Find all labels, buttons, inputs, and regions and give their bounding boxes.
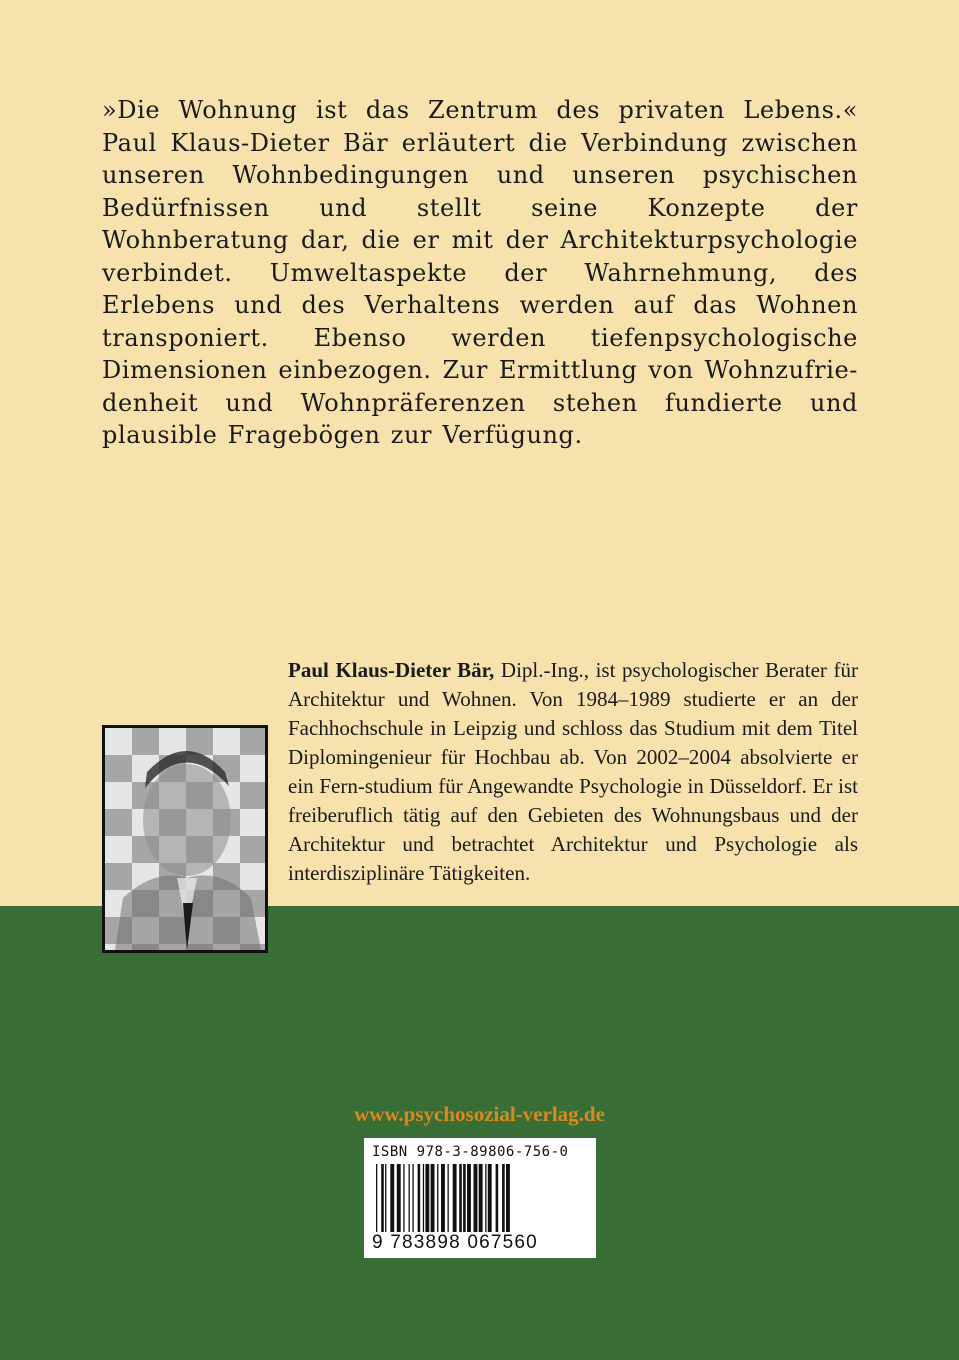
portrait-tile [186, 728, 213, 755]
barcode-bar [418, 1164, 421, 1234]
portrait-tile [240, 782, 265, 809]
barcode-bar [385, 1164, 386, 1234]
barcode-bar [474, 1164, 478, 1234]
barcode-bar [397, 1164, 401, 1234]
portrait-tile [105, 728, 132, 755]
green-panel [0, 906, 959, 1360]
book-blurb: »Die Wohnung ist das Zentrum des privaten Lebens.« Paul Klaus-Dieter Bär erläutert die Verbindung zwischen unseren Wohnbedingungen und unseren psychischen Bedürfnissen und stellt seine Konzepte der Wohnberatung dar, die er mit der Architekturpsychologie verbindet. Umweltaspekte der Wahrnehmung, des Erlebens und des Verhaltens werden auf das Wohnen transponiert. Ebenso werden tiefenpsychologische Dimensionen einbezogen. Zur Ermittlung von Wohnzufrie-denheit und Wohnpräferenzen stehen fundierte und plausible Fragebögen zur Verfügung. [102, 96, 858, 449]
portrait-tile [159, 728, 186, 755]
barcode-bar [479, 1164, 483, 1234]
portrait-tile [105, 782, 132, 809]
portrait-tile [213, 728, 240, 755]
portrait-tile [240, 863, 265, 890]
barcode-bar [403, 1164, 404, 1234]
portrait-tile [240, 728, 265, 755]
portrait-tile [105, 836, 132, 863]
barcode-bar [431, 1164, 435, 1234]
barcode-bar [448, 1164, 449, 1234]
barcode-bar [376, 1164, 377, 1234]
barcode-bar [496, 1164, 499, 1234]
barcode-bar [441, 1164, 445, 1234]
isbn-barcode [364, 1138, 596, 1258]
author-bio-section [102, 656, 858, 957]
barcode-bar [425, 1164, 429, 1234]
portrait-tile [240, 755, 265, 782]
barcode-bar [423, 1164, 424, 1234]
portrait-tile [240, 809, 265, 836]
barcode-bar [506, 1164, 510, 1234]
barcode-bar [463, 1164, 466, 1234]
barcode-bar [381, 1164, 384, 1234]
ean-digits: 9 783898 067560 [372, 1232, 588, 1254]
portrait-tile [105, 809, 132, 836]
publisher-website[interactable]: www.psychosozial-verlag.de [354, 1102, 605, 1126]
portrait-tile [105, 863, 132, 890]
portrait-tile [105, 755, 132, 782]
author-name: Paul Klaus-Dieter Bär, [288, 658, 495, 682]
barcode-bar [390, 1164, 394, 1234]
barcode-bars [372, 1164, 588, 1234]
portrait-image [105, 728, 265, 950]
barcode-bar [412, 1164, 413, 1234]
author-bio-text: Dipl.-Ing., ist psychologischer Berater für Architektur und Wohnen. Von 1984–1989 studierte er an der Fachhochschule in Leipzig und schloss das Studium mit dem Titel Diplomingenieur für Hochbau ab. Von 2002–2004 absolvierte er ein Fern-studium für Angewandte Psychologie in Düsseldorf. Er ist freiberuflich tätig auf den Gebieten des Wohnungsbaus und der Architektur und betrachtet Architektur und Psychologie als interdisziplinäre Tätigkeiten. [288, 658, 858, 885]
portrait-tile [132, 728, 159, 755]
barcode-bar [502, 1164, 505, 1234]
isbn-label: ISBN 978-3-89806-756-0 [372, 1144, 569, 1160]
portrait-tile [240, 836, 265, 863]
barcode-bar [453, 1164, 457, 1234]
barcode-bar [409, 1164, 410, 1234]
barcode-bar [437, 1164, 438, 1234]
barcode-bar [467, 1164, 471, 1234]
barcode-bar [459, 1164, 462, 1234]
barcode-bar [488, 1164, 492, 1234]
barcode-bar [485, 1164, 486, 1234]
author-portrait [102, 725, 268, 953]
